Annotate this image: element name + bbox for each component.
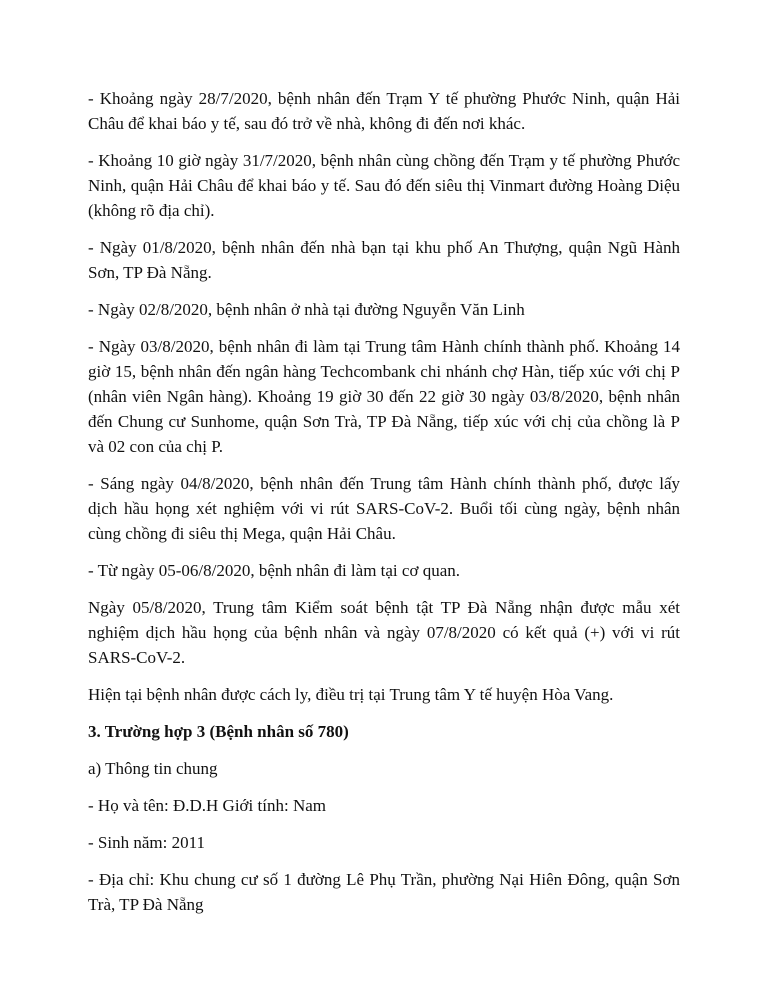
detail-name-gender: - Họ và tên: Đ.D.H Giới tính: Nam <box>88 796 326 815</box>
subsection-label: a) Thông tin chung <box>88 759 218 778</box>
detail-address: - Địa chỉ: Khu chung cư số 1 đường Lê Phụ Trần, phường Nại Hiên Đông, quận Sơn Trà, TP Đà Nẵng <box>88 870 680 914</box>
paragraph-3: - Ngày 01/8/2020, bệnh nhân đến nhà bạn tại khu phố An Thượng, quận Ngũ Hành Sơn, TP Đà Nẵng. <box>88 238 680 282</box>
paragraph-7: - Từ ngày 05-06/8/2020, bệnh nhân đi làm tại cơ quan. <box>88 561 460 580</box>
detail-birth-year: - Sinh năm: 2011 <box>88 833 205 852</box>
section-heading: 3. Trường hợp 3 (Bệnh nhân số 780) <box>88 722 349 741</box>
paragraph-1: - Khoảng ngày 28/7/2020, bệnh nhân đến Trạm Y tế phường Phước Ninh, quận Hải Châu để khai báo y tế, sau đó trở về nhà, không đi đến nơi khác. <box>88 89 680 133</box>
paragraph-6: - Sáng ngày 04/8/2020, bệnh nhân đến Trung tâm Hành chính thành phố, được lấy dịch hầu họng xét nghiệm với vi rút SARS-CoV-2. Buổi tối cùng ngày, bệnh nhân cùng chồng đi siêu thị Mega, quận Hải Châu. <box>88 474 680 543</box>
paragraph-2: - Khoảng 10 giờ ngày 31/7/2020, bệnh nhân cùng chồng đến Trạm y tế phường Phước Ninh, quận Hải Châu để khai báo y tế. Sau đó đến siêu thị Vinmart đường Hoàng Diệu (không rõ địa chỉ). <box>88 151 680 220</box>
paragraph-5: - Ngày 03/8/2020, bệnh nhân đi làm tại Trung tâm Hành chính thành phố. Khoảng 14 giờ 15, bệnh nhân đến ngân hàng Techcombank chi nhánh chợ Hàn, tiếp xúc với chị P (nhân viên Ngân hàng). Khoảng 19 giờ 30 đến 22 giờ 30 ngày 03/8/2020, bệnh nhân đến Chung cư Sunhome, quận Sơn Trà, TP Đà Nẵng, tiếp xúc với chị của chồng là P và 02 con của chị P. <box>88 337 680 456</box>
document-page <box>88 86 680 929</box>
paragraph-4: - Ngày 02/8/2020, bệnh nhân ở nhà tại đường Nguyễn Văn Linh <box>88 300 525 319</box>
paragraph-9: Hiện tại bệnh nhân được cách ly, điều trị tại Trung tâm Y tế huyện Hòa Vang. <box>88 685 614 704</box>
paragraph-8: Ngày 05/8/2020, Trung tâm Kiểm soát bệnh tật TP Đà Nẵng nhận được mẫu xét nghiệm dịch hầu họng của bệnh nhân và ngày 07/8/2020 có kết quả (+) với vi rút SARS-CoV-2. <box>88 598 680 667</box>
